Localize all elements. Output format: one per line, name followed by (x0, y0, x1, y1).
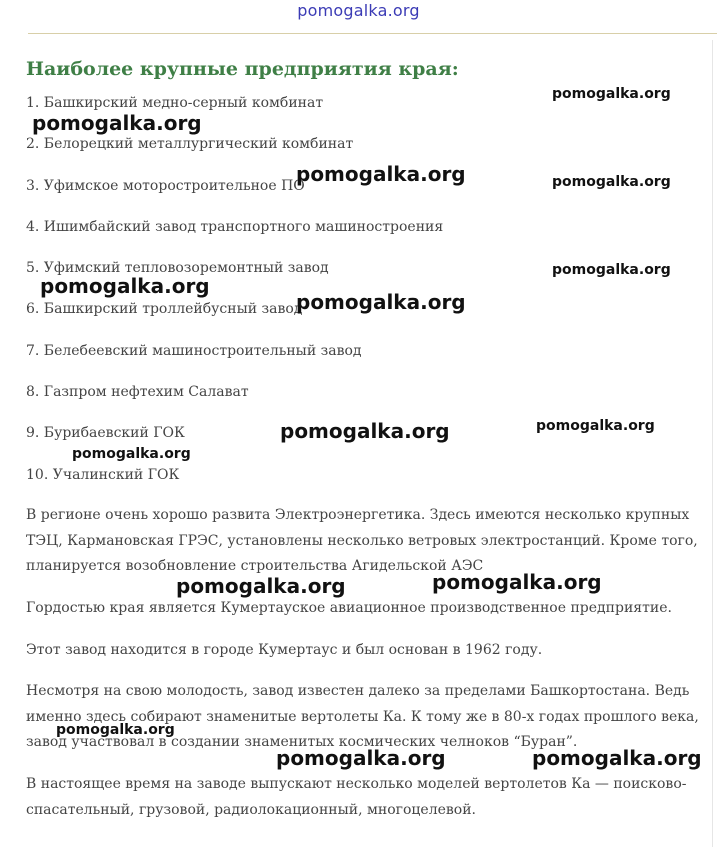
list-item: 1. Башкирский медно-серный комбинат (26, 95, 324, 111)
paragraph-pride (26, 596, 672, 622)
paragraph-line: В настоящее время на заводе выпускают несколько моделей вертолетов Ка — поисково- (26, 776, 687, 792)
top-watermark: pomogalka.org (297, 1, 420, 20)
paragraph-line: Этот завод находится в городе Кумертаус и был основан в 1962 году. (26, 642, 543, 658)
watermark-text: pomogalka.org (276, 746, 446, 770)
watermark-text: pomogalka.org (176, 574, 346, 598)
watermark-text: pomogalka.org (72, 446, 191, 462)
section-heading: Наиболее крупные предприятия края: (26, 58, 459, 80)
paragraph-energy (26, 503, 698, 580)
paragraph-line: В регионе очень хорошо развита Электроэнергетика. Здесь имеются несколько крупных (26, 507, 690, 523)
watermark-text: pomogalka.org (552, 262, 671, 278)
header-divider (28, 33, 717, 34)
watermark-text: pomogalka.org (296, 290, 466, 314)
watermark-text: pomogalka.org (552, 86, 671, 102)
watermark-text: pomogalka.org (40, 274, 210, 298)
watermark-text: pomogalka.org (280, 419, 450, 443)
paragraph-line: планируется возобновление строительства Агидельской АЭС (26, 558, 484, 574)
watermark-text: pomogalka.org (536, 418, 655, 434)
list-item: 10. Учалинский ГОК (26, 466, 180, 483)
watermark-text: pomogalka.org (532, 746, 702, 770)
paragraph-helicopters (26, 679, 699, 756)
sidebar-edge (712, 40, 713, 847)
list-item: 6. Башкирский троллейбусный завод (26, 301, 303, 318)
list-item: 2. Белорецкий металлургический комбинат (26, 136, 354, 153)
paragraph-line: Несмотря на свою молодость, завод известен далеко за пределами Башкортостана. Ведь (26, 683, 690, 699)
watermark-text: pomogalka.org (296, 162, 466, 186)
paragraph-kumertau (26, 638, 542, 664)
paragraph-models (26, 772, 686, 823)
list-item: 9. Бурибаевский ГОК (26, 425, 185, 442)
paragraph-line: спасательный, грузовой, радиолокационный, многоцелевой. (26, 801, 476, 818)
list-item: 4. Ишимбайский завод транспортного машиностроения (26, 218, 444, 235)
paragraph-line: Гордостью края является Кумертауское авиационное производственное предприятие. (26, 600, 672, 616)
watermark-text: pomogalka.org (56, 722, 175, 738)
enterprise-list (26, 93, 443, 506)
paragraph-line: ТЭЦ, Кармановская ГРЭС, установлены несколько ветровых электростанций. Кроме того, (26, 532, 698, 549)
list-item: 7. Белебеевский машиностроительный завод (26, 342, 362, 359)
watermark-text: pomogalka.org (432, 570, 602, 594)
list-item: 5. Уфимский тепловозоремонтный завод (26, 260, 329, 277)
paragraph-line: завод участвовал в создании знаменитых космических челноков “Буран”. (26, 734, 578, 750)
paragraph-line: именно здесь собирают знаменитые вертолеты Ка. К тому же в 80-х годах прошлого века, (26, 708, 699, 725)
list-item: 3. Уфимское моторостроительное ПО (26, 177, 305, 194)
watermark-text: pomogalka.org (32, 111, 202, 135)
watermark-text: pomogalka.org (552, 174, 671, 190)
list-item: 8. Газпром нефтехим Салават (26, 384, 249, 401)
